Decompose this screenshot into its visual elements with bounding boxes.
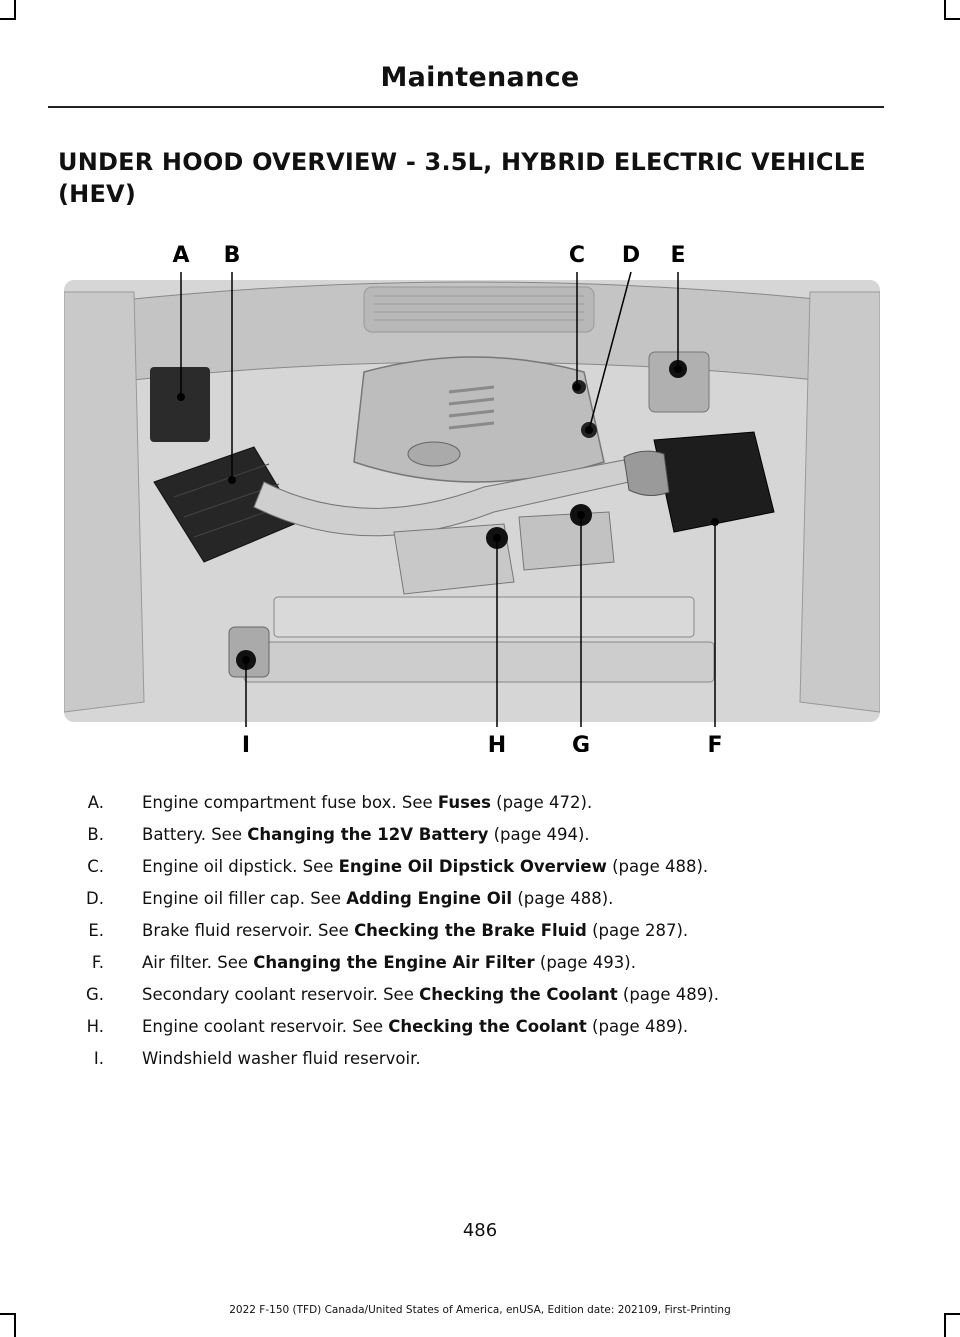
callout-f: F xyxy=(707,733,723,752)
crop-mark xyxy=(944,1313,946,1337)
list-item: C. Engine oil dipstick. See Engine Oil Dipstick Overview (page 488). xyxy=(87,857,709,876)
callout-a: A xyxy=(172,243,190,268)
engine-cover-badge xyxy=(408,442,460,466)
secondary-coolant-reservoir xyxy=(519,512,614,570)
crop-mark xyxy=(14,0,16,20)
list-item: B. Battery. See Changing the 12V Battery (page 494). xyxy=(87,825,590,844)
engine-cover xyxy=(354,357,604,482)
list-item: D. Engine oil filler cap. See Adding Engine Oil (page 488). xyxy=(86,889,614,908)
right-fender xyxy=(800,292,880,712)
list-item: I. Windshield washer fluid reservoir. xyxy=(93,1049,421,1068)
radiator-support xyxy=(274,597,694,637)
cross-reference-link[interactable]: Checking the Brake Fluid xyxy=(354,921,587,940)
cross-reference-link[interactable]: Changing the Engine Air Filter xyxy=(253,953,535,972)
list-item: A. Engine compartment fuse box. See Fuses (page 472). xyxy=(87,793,593,812)
callout-e: E xyxy=(670,243,686,268)
callout-d: D xyxy=(621,243,641,268)
left-fender xyxy=(64,292,144,712)
component-list xyxy=(58,793,878,1081)
cross-reference-link[interactable]: Checking the Coolant xyxy=(419,985,618,1004)
callout-c: C xyxy=(568,243,586,268)
section-heading: UNDER HOOD OVERVIEW - 3.5L, HYBRID ELECTRIC VEHICLE (HEV) xyxy=(58,148,866,208)
crop-mark xyxy=(944,18,960,20)
engine-bay-illustration xyxy=(64,232,880,752)
air-filter-duct xyxy=(624,451,669,495)
list-item: G. Secondary coolant reservoir. See Checking the Coolant (page 489). xyxy=(85,985,719,1004)
crop-mark xyxy=(0,18,16,20)
list-item: F. Air filter. See Changing the Engine Air Filter (page 493). xyxy=(91,953,636,972)
front-bumper-support xyxy=(244,642,714,682)
cross-reference-link[interactable]: Engine Oil Dipstick Overview xyxy=(338,857,607,876)
list-item: H. Engine coolant reservoir. See Checking the Coolant (page 489). xyxy=(86,1017,689,1036)
fuse-box xyxy=(150,367,210,442)
callout-h: H xyxy=(487,733,507,752)
cowl-grille xyxy=(364,287,594,332)
page-footer: 2022 F-150 (TFD) Canada/United States of America, enUSA, Edition date: 202109, First-Printing xyxy=(229,1304,731,1316)
cross-reference-link[interactable]: Adding Engine Oil xyxy=(346,889,513,908)
crop-mark xyxy=(14,1313,16,1337)
cross-reference-link[interactable]: Changing the 12V Battery xyxy=(247,825,489,844)
callout-i: I xyxy=(241,733,251,752)
callout-g: G xyxy=(571,733,591,752)
cross-reference-link[interactable]: Fuses xyxy=(437,793,491,812)
page-header-title: Maintenance xyxy=(380,62,580,93)
page-number: 486 xyxy=(462,1220,498,1241)
list-item: E. Brake fluid reservoir. See Checking the Brake Fluid (page 287). xyxy=(88,921,689,940)
crop-mark xyxy=(944,0,946,20)
cross-reference-link[interactable]: Checking the Coolant xyxy=(388,1017,587,1036)
callout-b: B xyxy=(223,243,241,268)
header-divider xyxy=(48,106,884,108)
